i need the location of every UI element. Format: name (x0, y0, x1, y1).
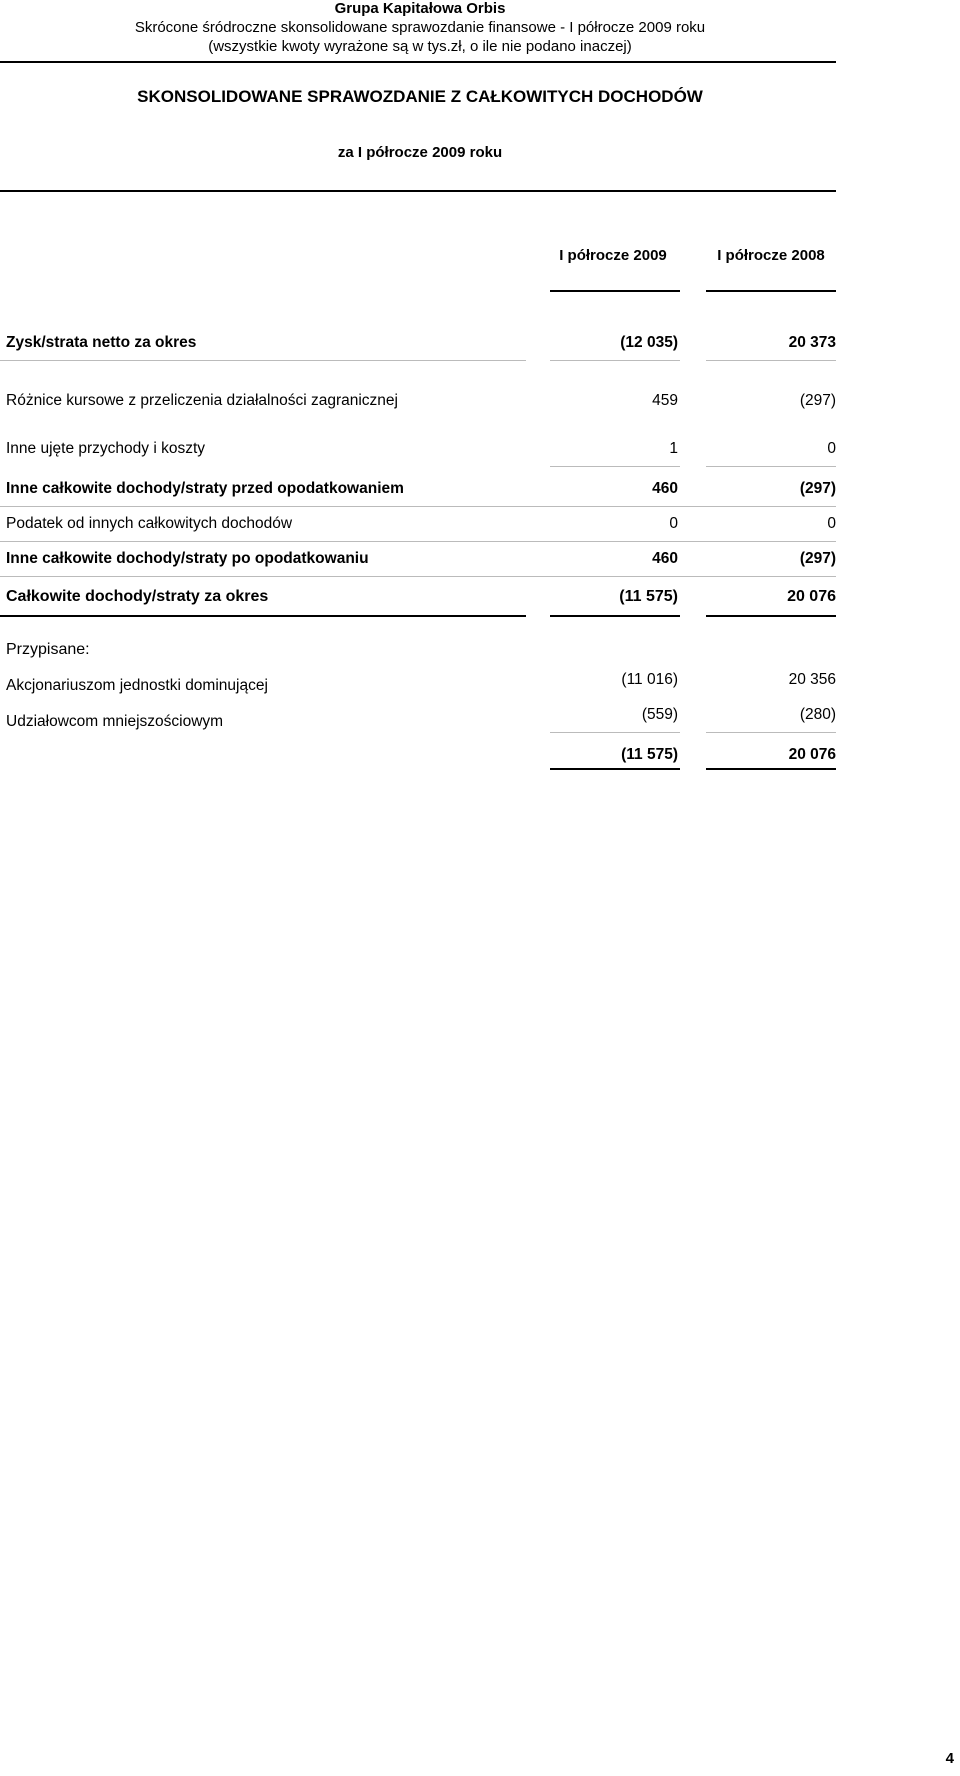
page-number: 4 (945, 1750, 954, 1767)
row-value-2009: 460 (652, 550, 678, 567)
row-value-2008: (297) (799, 480, 836, 497)
row-label-oci-before-tax: Inne całkowite dochody/straty przed opodatkowaniem (6, 480, 404, 497)
row-divider (706, 466, 836, 467)
report-name: Skrócone śródroczne skonsolidowane sprawozdanie finansowe - I półrocze 2009 roku (134, 19, 706, 36)
row-divider (706, 360, 836, 361)
row-value-2009: (12 035) (620, 334, 678, 351)
row-label-total-comprehensive: Całkowite dochody/straty za okres (6, 588, 269, 605)
row-label-tax-on-oci: Podatek od innych całkowitych dochodów (6, 515, 293, 532)
row-value-2008: 0 (827, 440, 836, 457)
attribution-total-2009: (11 575) (621, 746, 678, 763)
column-header-2009: I półrocze 2009 (559, 247, 667, 264)
total-underline (706, 615, 836, 617)
attribution-heading: Przypisane: (6, 641, 90, 658)
column-underline-2009 (550, 290, 680, 292)
total-underline (550, 615, 680, 617)
total-underline (0, 615, 526, 617)
row-value-2009: 460 (652, 480, 678, 497)
row-divider (706, 732, 836, 733)
row-value-2009: (11 016) (621, 671, 678, 688)
units-note: (wszystkie kwoty wyrażone są w tys.zł, o ile nie podano inaczej) (208, 38, 632, 55)
row-divider (0, 541, 836, 542)
row-label-other-income-costs: Inne ujęte przychody i koszty (6, 440, 206, 457)
row-divider (550, 732, 680, 733)
row-value-2008: 20 373 (788, 334, 836, 351)
row-value-2009: 0 (669, 515, 678, 532)
total-underline (550, 768, 680, 770)
header-rule (0, 61, 836, 63)
row-label-minority-interests: Udziałowcom mniejszościowym (6, 713, 224, 730)
total-underline (706, 768, 836, 770)
row-value-2008: 0 (827, 515, 836, 532)
row-value-2008: (280) (799, 706, 836, 723)
column-underline-2008 (706, 290, 836, 292)
statement-period: za I półrocze 2009 roku (337, 144, 503, 161)
row-value-2008: (297) (799, 550, 836, 567)
row-label-oci-after-tax: Inne całkowite dochody/straty po opodatkowaniu (6, 550, 369, 567)
row-label-parent-shareholders: Akcjonariuszom jednostki dominującej (6, 677, 268, 694)
row-divider (550, 360, 680, 361)
column-header-2008: I półrocze 2008 (717, 247, 825, 264)
row-value-2009: 1 (669, 440, 678, 457)
row-value-2008: 20 076 (787, 588, 836, 605)
row-value-2009: (11 575) (619, 588, 678, 605)
row-value-2008: 20 356 (788, 671, 836, 688)
attribution-total-2008: 20 076 (788, 746, 836, 763)
row-value-2008: (297) (799, 392, 836, 409)
row-label-fx-differences: Różnice kursowe z przeliczenia działalności zagranicznej (6, 392, 398, 409)
row-value-2009: (559) (641, 706, 678, 723)
row-value-2009: 459 (652, 392, 678, 409)
row-divider (550, 466, 680, 467)
company-name: Grupa Kapitałowa Orbis (334, 0, 506, 17)
row-divider (0, 576, 836, 577)
row-divider (0, 506, 836, 507)
statement-title: SKONSOLIDOWANE SPRAWOZDANIE Z CAŁKOWITYCH DOCHODÓW (137, 87, 703, 106)
row-divider (0, 360, 526, 361)
row-label-net-profit: Zysk/strata netto za okres (6, 334, 197, 351)
title-rule (0, 190, 836, 192)
